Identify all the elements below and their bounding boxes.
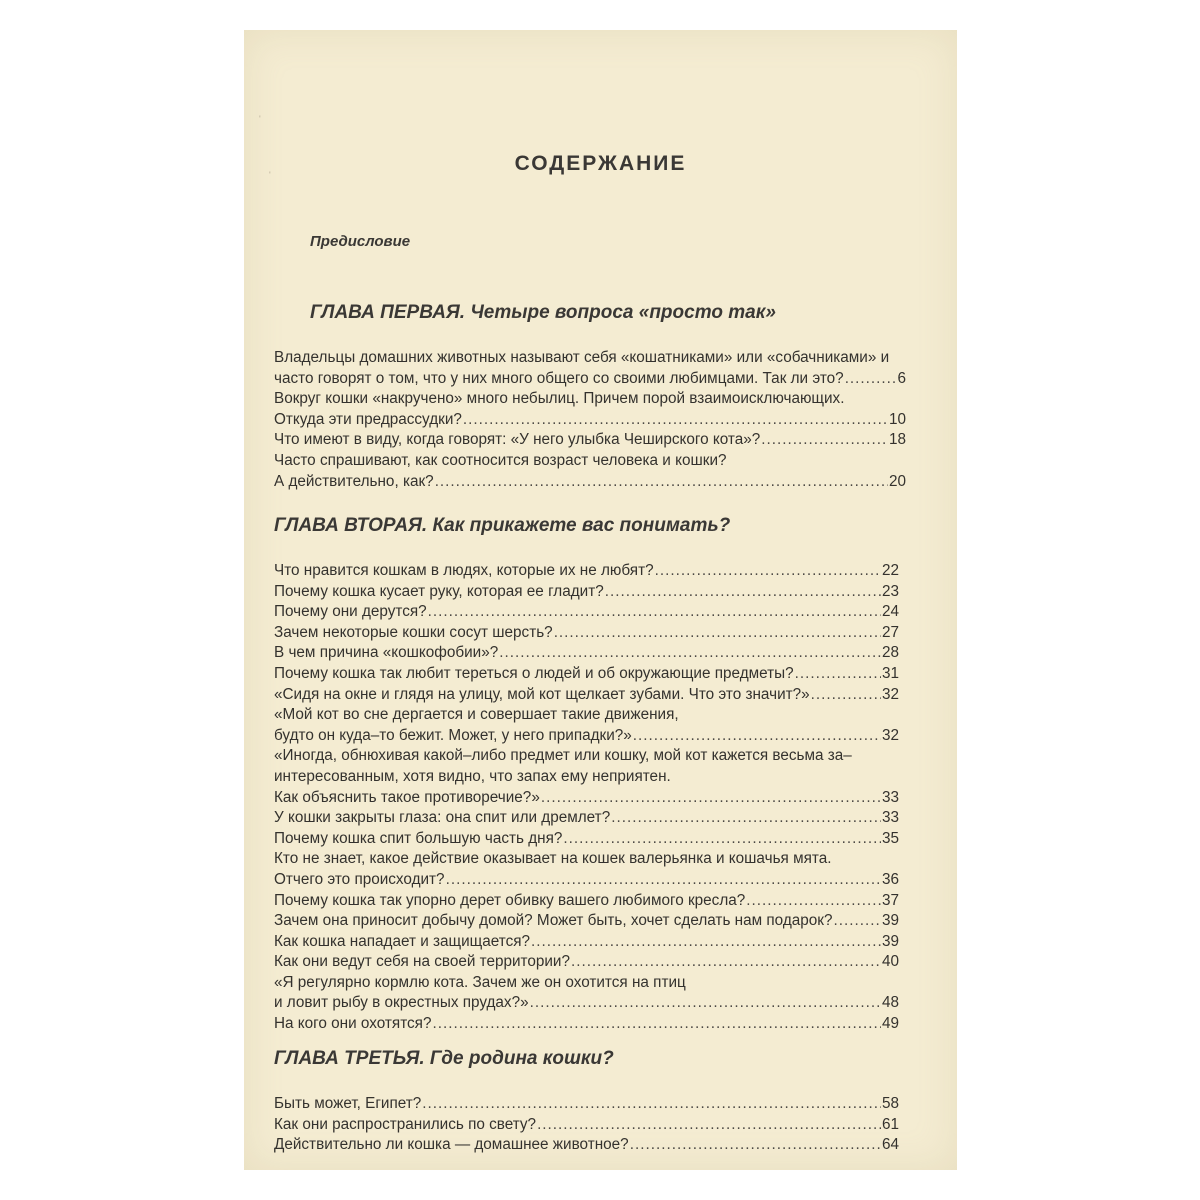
toc-line xyxy=(274,911,899,932)
toc-entry-text: А действительно, как? xyxy=(274,472,434,490)
dot-leader xyxy=(811,685,881,706)
dot-leader xyxy=(531,932,881,953)
toc-entry-text: На кого они охотятся? xyxy=(274,1015,432,1033)
toc-entry-text: «Иногда, обнюхивая какой–либо предмет или кошку, мой кот кажется весьма за– xyxy=(274,747,852,765)
toc-entry-text: В чем причина «кошкофобии»? xyxy=(274,644,499,662)
toc-line xyxy=(274,746,899,767)
toc-line xyxy=(274,849,899,870)
dot-leader xyxy=(537,1115,881,1136)
margin-mark: ' xyxy=(269,170,271,180)
toc-page-number: 40 xyxy=(881,953,899,971)
toc-line xyxy=(274,973,899,994)
toc-entry-text: «Сидя на окне и глядя на улицу, мой кот щелкает зубами. Что это значит?» xyxy=(274,685,810,703)
dot-leader xyxy=(499,643,881,664)
dot-leader xyxy=(554,623,881,644)
toc-line xyxy=(274,705,899,726)
dot-leader xyxy=(463,410,888,431)
chapter-entries-1 xyxy=(274,348,906,492)
toc-entry-text: Почему кошка спит большую часть дня? xyxy=(274,829,563,847)
toc-page-number: 58 xyxy=(881,1095,899,1112)
toc-line xyxy=(274,1094,899,1115)
toc-page-number: 61 xyxy=(881,1115,899,1133)
toc-page-number: 32 xyxy=(881,685,899,703)
dot-leader xyxy=(432,1014,881,1035)
toc-line xyxy=(274,685,899,706)
toc-line xyxy=(274,788,899,809)
toc-page-number: 20 xyxy=(888,472,906,490)
toc-page-number: 33 xyxy=(881,809,899,827)
toc-line xyxy=(274,993,899,1014)
toc-line xyxy=(274,389,906,410)
toc-page-number: 22 xyxy=(881,562,899,579)
toc-line xyxy=(274,767,899,788)
dot-leader xyxy=(630,1135,881,1156)
toc-page-number: 10 xyxy=(888,410,906,428)
toc-page-number: 6 xyxy=(897,369,906,387)
toc-page-number: 28 xyxy=(881,644,899,662)
toc-page-number: 39 xyxy=(881,932,899,950)
toc-line xyxy=(274,643,899,664)
dot-leader xyxy=(795,664,881,685)
dot-leader xyxy=(633,726,881,747)
dot-leader xyxy=(655,561,881,582)
chapter-heading-1: ГЛАВА ПЕРВАЯ. Четыре вопроса «просто так» xyxy=(310,302,776,323)
toc-page-number: 31 xyxy=(881,664,899,682)
chapter-entries-3 xyxy=(274,1094,899,1156)
toc-line xyxy=(274,602,899,623)
dot-leader xyxy=(611,808,881,829)
dot-leader xyxy=(428,602,881,623)
toc-entry-text: Как кошка нападает и защищается? xyxy=(274,932,531,950)
dot-leader xyxy=(605,582,881,603)
toc-line xyxy=(274,472,906,493)
toc-page-number: 27 xyxy=(881,623,899,641)
page-title: СОДЕРЖАНИЕ xyxy=(514,152,687,175)
toc-entry-text: Откуда эти предрассудки? xyxy=(274,410,462,428)
chapter-entries-2 xyxy=(274,561,899,1035)
toc-entry-text: интересованным, хотя видно, что запах ему неприятен. xyxy=(274,767,671,785)
toc-entry-text: Почему они дерутся? xyxy=(274,603,427,621)
toc-entry-text: часто говорят о том, что у них много общего со своими любимцами. Так ли это? xyxy=(274,369,844,387)
toc-entry-text: Владельцы домашних животных называют себя «кошатниками» или «собачниками» и xyxy=(274,349,890,366)
toc-line xyxy=(274,932,899,953)
toc-entry-text: Быть может, Египет? xyxy=(274,1095,422,1112)
toc-line xyxy=(274,726,899,747)
toc-page-number: 24 xyxy=(881,603,899,621)
toc-entry-text: Зачем некоторые кошки сосут шерсть? xyxy=(274,623,553,641)
toc-entry-text: Что имеют в виду, когда говорят: «У него улыбка Чеширского кота»? xyxy=(274,431,761,449)
toc-entry-text: Почему кошка так любит тереться о людей и об окружающие предметы? xyxy=(274,664,794,682)
dot-leader xyxy=(845,369,897,390)
toc-line xyxy=(274,952,899,973)
toc-line xyxy=(274,1115,899,1136)
dot-leader xyxy=(746,891,881,912)
toc-page-number: 36 xyxy=(881,870,899,888)
toc-page-number: 37 xyxy=(881,891,899,909)
toc-line xyxy=(274,870,899,891)
toc-entry-text: У кошки закрыты глаза: она спит или дремлет? xyxy=(274,809,611,827)
toc-line xyxy=(274,348,906,369)
toc-page-number: 35 xyxy=(881,829,899,847)
toc-line xyxy=(274,829,899,850)
toc-entry-text: будто он куда–то бежит. Может, у него припадки?» xyxy=(274,726,632,744)
toc-entry-text: «Я регулярно кормлю кота. Зачем же он охотится на птиц xyxy=(274,973,686,991)
toc-line xyxy=(274,891,899,912)
preface-entry: Предисловие xyxy=(310,233,411,250)
toc-page-number: 23 xyxy=(881,582,899,600)
toc-entry-text: Часто спрашивают, как соотносится возраст человека и кошки? xyxy=(274,451,727,469)
toc-entry-text: Отчего это происходит? xyxy=(274,870,445,888)
dot-leader xyxy=(422,1094,881,1115)
toc-entry-text: и ловит рыбу в окрестных прудах?» xyxy=(274,994,529,1012)
toc-line xyxy=(274,410,906,431)
toc-entry-text: Как объяснить такое противоречие?» xyxy=(274,788,540,806)
toc-line xyxy=(274,664,899,685)
margin-mark: ' xyxy=(259,114,261,124)
toc-entry-text: «Мой кот во сне дергается и совершает такие движения, xyxy=(274,706,679,724)
dot-leader xyxy=(530,993,881,1014)
toc-entry-text: Почему кошка так упорно дерет обивку вашего любимого кресла? xyxy=(274,891,746,909)
toc-entry-text: Кто не знает, какое действие оказывает на кошек валерьянка и кошачья мята. xyxy=(274,850,832,868)
book-page xyxy=(244,30,957,1170)
toc-entry-text: Зачем она приносит добычу домой? Может быть, хочет сделать нам подарок? xyxy=(274,912,833,930)
toc-entry-text: Как они ведут себя на своей территории? xyxy=(274,953,570,971)
dot-leader xyxy=(761,430,888,451)
toc-page-number: 48 xyxy=(881,994,899,1012)
toc-entry-text: Действительно ли кошка — домашнее животное? xyxy=(274,1136,629,1154)
dot-leader xyxy=(834,911,881,932)
toc-line xyxy=(274,582,899,603)
dot-leader xyxy=(541,788,881,809)
dot-leader xyxy=(435,472,888,493)
toc-entry-text: Что нравится кошкам в людях, которые их не любят? xyxy=(274,562,654,579)
toc-page-number: 32 xyxy=(881,726,899,744)
toc-line xyxy=(274,369,906,390)
chapter-heading-2: ГЛАВА ВТОРАЯ. Как прикажете вас понимать? xyxy=(274,515,731,536)
toc-page-number: 49 xyxy=(881,1015,899,1033)
toc-line xyxy=(274,808,899,829)
toc-line xyxy=(274,430,906,451)
toc-line xyxy=(274,1135,899,1156)
dot-leader xyxy=(563,829,881,850)
toc-line xyxy=(274,1014,899,1035)
dot-leader xyxy=(446,870,881,891)
toc-page-number: 33 xyxy=(881,788,899,806)
dot-leader xyxy=(571,952,881,973)
chapter-heading-3: ГЛАВА ТРЕТЬЯ. Где родина кошки? xyxy=(274,1048,614,1069)
toc-page-number: 18 xyxy=(888,431,906,449)
toc-page-number: 39 xyxy=(881,912,899,930)
toc-line xyxy=(274,561,899,582)
toc-page-number: 64 xyxy=(881,1136,899,1154)
toc-entry-text: Почему кошка кусает руку, которая ее гладит? xyxy=(274,582,604,600)
toc-line xyxy=(274,451,906,472)
toc-line xyxy=(274,623,899,644)
toc-entry-text: Как они распространились по свету? xyxy=(274,1115,537,1133)
toc-entry-text: Вокруг кошки «накручено» много небылиц. Причем порой взаимоисключающих. xyxy=(274,390,845,408)
